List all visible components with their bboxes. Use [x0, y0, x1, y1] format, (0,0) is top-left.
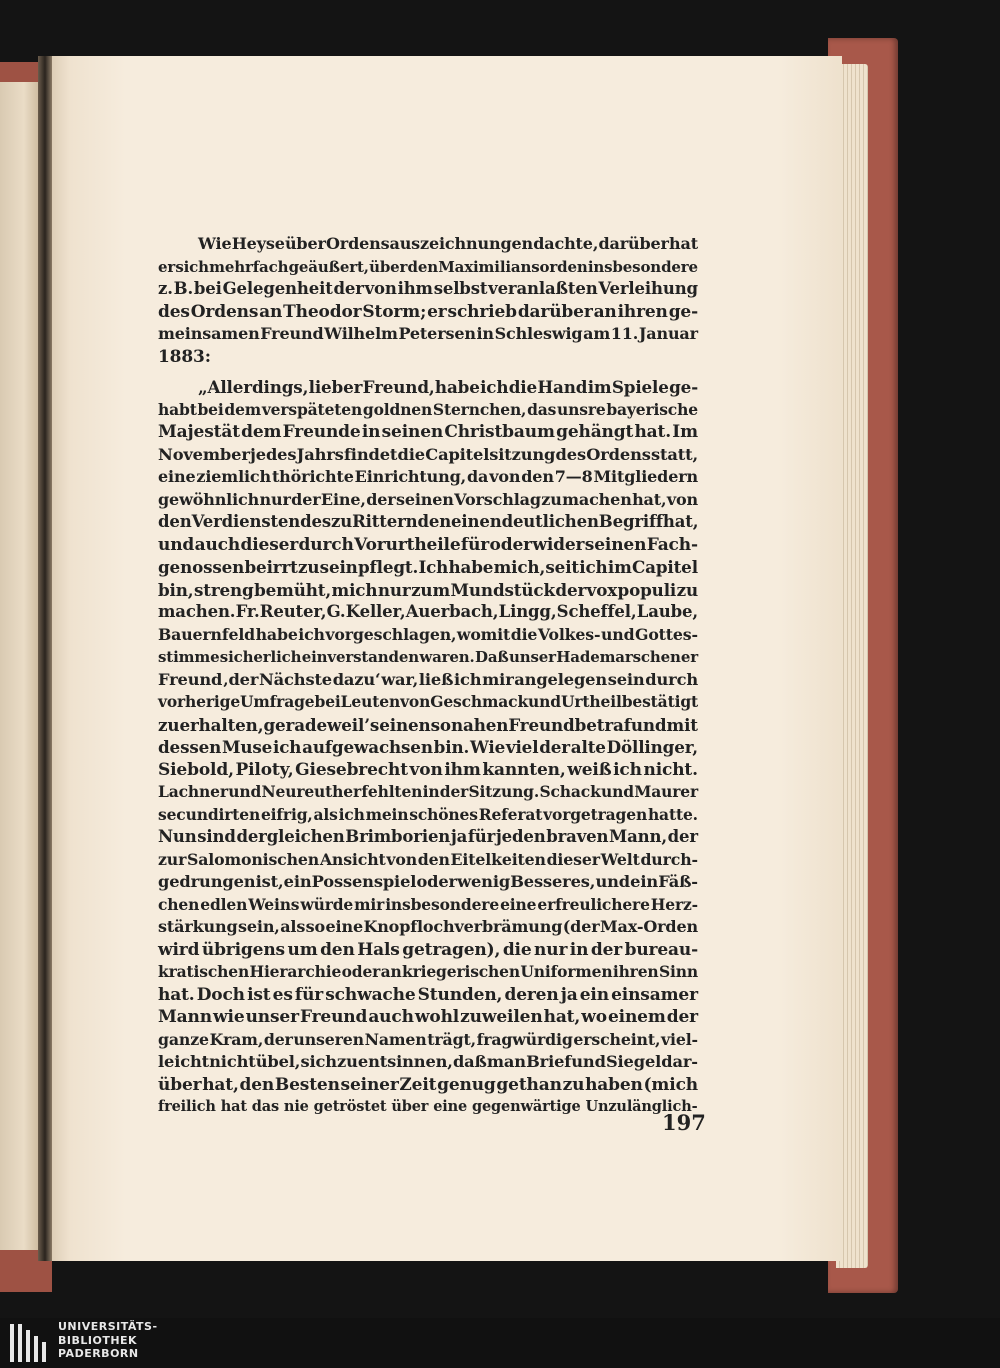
text-line: meinsamen Freund Wilhelm Petersen in Schleswig am 11. Januar — [158, 324, 698, 343]
text-line: stimme sicherlich einverstanden waren. Daß unser Hademarschener — [158, 648, 698, 666]
university-library-logo-icon — [8, 1322, 48, 1364]
text-line: genossen beirrt zu sein pflegt. Ich habe mich, seit ich im Capitel — [158, 557, 698, 577]
text-line: November jedes Jahrs findet die Capitelsitzung des Ordens statt, — [158, 444, 698, 464]
text-line: des Ordens an Theodor Storm; er schrieb darüber an ihren ge- — [158, 301, 698, 322]
text-line: „Allerdings, lieber Freund, habe ich die Hand im Spiele ge- — [198, 377, 698, 397]
text-line: freilich hat das nie getröstet über eine gegenwärtige Unzulänglich- — [158, 1098, 698, 1115]
page-number: 197 — [662, 1110, 706, 1135]
text-line: ganze Kram, der unseren Namen trägt, fragwürdig erscheint, viel- — [158, 1029, 698, 1049]
text-line: und auch dieser durch Vorurtheile für oder wider seinen Fach- — [158, 534, 698, 555]
text-line: leicht nicht übel, sich zu entsinnen, daß man Brief und Siegel dar- — [158, 1052, 698, 1071]
text-line: wird übrigens um den Hals getragen), die nur in der bureau- — [158, 939, 698, 960]
text-line: 1883: — [158, 346, 211, 367]
text-line: secundirten eifrig, als ich mein schönes Referat vorgetragen hatte. — [158, 804, 698, 824]
text-line: Lachner und Neureuther fehlten in der Sitzung. Schack und Maurer — [158, 782, 698, 801]
paragraph-2 — [158, 376, 698, 1119]
text-line: zu erhalten, gerade weil’s einen so nahen Freund betraf und mit — [158, 714, 698, 735]
text-line: gedrungen ist, ein Possenspiel oder wenig Besseres, und ein Fäß- — [158, 872, 698, 891]
book-gutter — [38, 56, 52, 1261]
text-line: habt bei dem verspäteten goldnen Sternchen, das unsre bayerische — [158, 399, 698, 419]
text-line: eine ziemlich thörichte Einrichtung, da von den 7—8 Mitgliedern — [158, 467, 698, 486]
text-line: Wie Heyse über Ordensauszeichnungen dachte, darüber hat — [198, 234, 698, 253]
left-page-edge — [0, 82, 40, 1250]
text-line: Bauernfeld habe ich vorgeschlagen, womit die Volkes- und Gottes- — [158, 624, 698, 644]
library-name-line-2: BIBLIOTHEK — [58, 1333, 138, 1347]
text-line: chen edlen Weins würde mir insbesondere eine erfreulichere Herz- — [158, 894, 698, 914]
library-name — [58, 1320, 158, 1361]
text-line: stärkung sein, als so eine Knopflochverbrämung (der Max-Orden — [158, 917, 698, 936]
text-line: gewöhnlich nur der Eine, der seinen Vorschlag zu machen hat, von — [158, 489, 698, 509]
text-line: kratischen Hierarchie oder an kriegerischen Uniformen ihren Sinn — [158, 962, 698, 981]
paragraph-gap — [158, 368, 698, 376]
text-line: dessen Muse ich aufgewachsen bin. Wie viel der alte Döllinger, — [158, 737, 698, 757]
paragraph-1 — [158, 233, 698, 368]
text-line: Siebold, Piloty, Giesebrecht von ihm kannten, weiß ich nicht. — [158, 759, 698, 780]
text-line: bin, streng bemüht, mich nur zum Mundstück der vox populi zu — [158, 579, 698, 600]
text-line: über hat, den Besten seiner Zeit genug gethan zu haben (mich — [158, 1074, 698, 1095]
library-name-line-3: PADERBORN — [58, 1347, 139, 1360]
text-line: Majestät dem Freunde in seinen Christbaum gehängt hat. Im — [158, 422, 698, 442]
text-line: Nun sind dergleichen Brimborien ja für jeden braven Mann, der — [158, 827, 698, 846]
text-line: zur Salomonischen Ansicht von den Eitelkeiten dieser Welt durch- — [158, 849, 698, 869]
text-line: hat. Doch ist es für schwache Stunden, deren ja ein einsamer — [158, 984, 698, 1005]
text-line: z. B. bei Gelegenheit der von ihm selbst veranlaßten Verleihung — [158, 279, 698, 298]
text-line: machen. Fr. Reuter, G. Keller, Auerbach, Lingg, Scheffel, Laube, — [158, 602, 698, 621]
text-line: er sich mehrfach geäußert, über den Maximiliansorden insbesondere — [158, 257, 698, 276]
text-line: vorherige Umfrage bei Leuten von Geschmack und Urtheil bestätigt — [158, 692, 699, 711]
page-text — [158, 233, 698, 1119]
text-line: den Verdiensten des zu Ritternden einen deutlichen Begriff hat, — [158, 512, 699, 531]
text-line: Mann wie unser Freund auch wohl zuweilen hat, wo einem der — [158, 1007, 698, 1027]
text-line: Freund ‚der Nächste dazu‘ war, ließ ich mir angelegen sein durch — [158, 669, 698, 689]
library-name-line-1: UNIVERSITÄTS- — [58, 1320, 158, 1333]
